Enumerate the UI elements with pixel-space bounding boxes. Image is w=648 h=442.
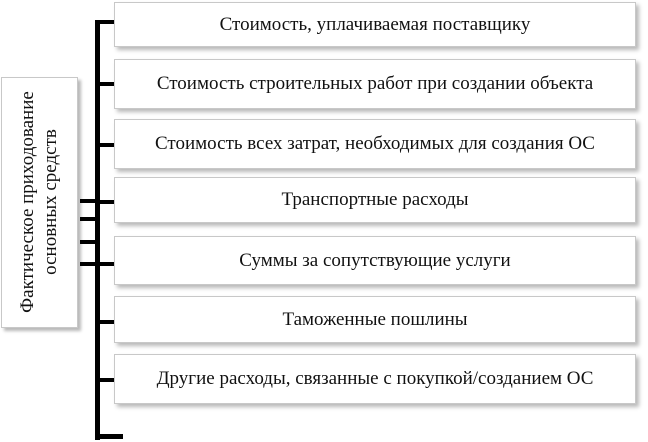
item-related-services: Суммы за сопутствующие услуги [114,236,636,285]
item-supplier-cost: Стоимость, уплачиваемая поставщику [114,2,636,47]
connector-root-3 [80,240,100,244]
connector-root-2 [80,217,100,221]
connector-branch-5 [95,262,114,266]
connector-branch-2 [95,82,114,86]
connector-bottom-tick [95,434,123,439]
item-all-costs: Стоимость всех затрат, необходимых для создания ОС [114,119,636,169]
connector-branch-1 [95,20,114,24]
connector-branch-6 [95,320,114,324]
connector-branch-4 [95,200,114,204]
connector-branch-7 [95,378,114,382]
root-node-label: Фактическое приходование основных средств [17,91,61,313]
connector-branch-3 [95,143,114,147]
item-other-costs: Другие расходы, связанные с покупкой/созданием ОС [114,354,636,404]
item-customs-duties: Таможенные пошлины [114,296,636,343]
item-construction-cost: Стоимость строительных работ при создании объекта [114,59,636,109]
item-transport-costs: Транспортные расходы [114,177,636,223]
